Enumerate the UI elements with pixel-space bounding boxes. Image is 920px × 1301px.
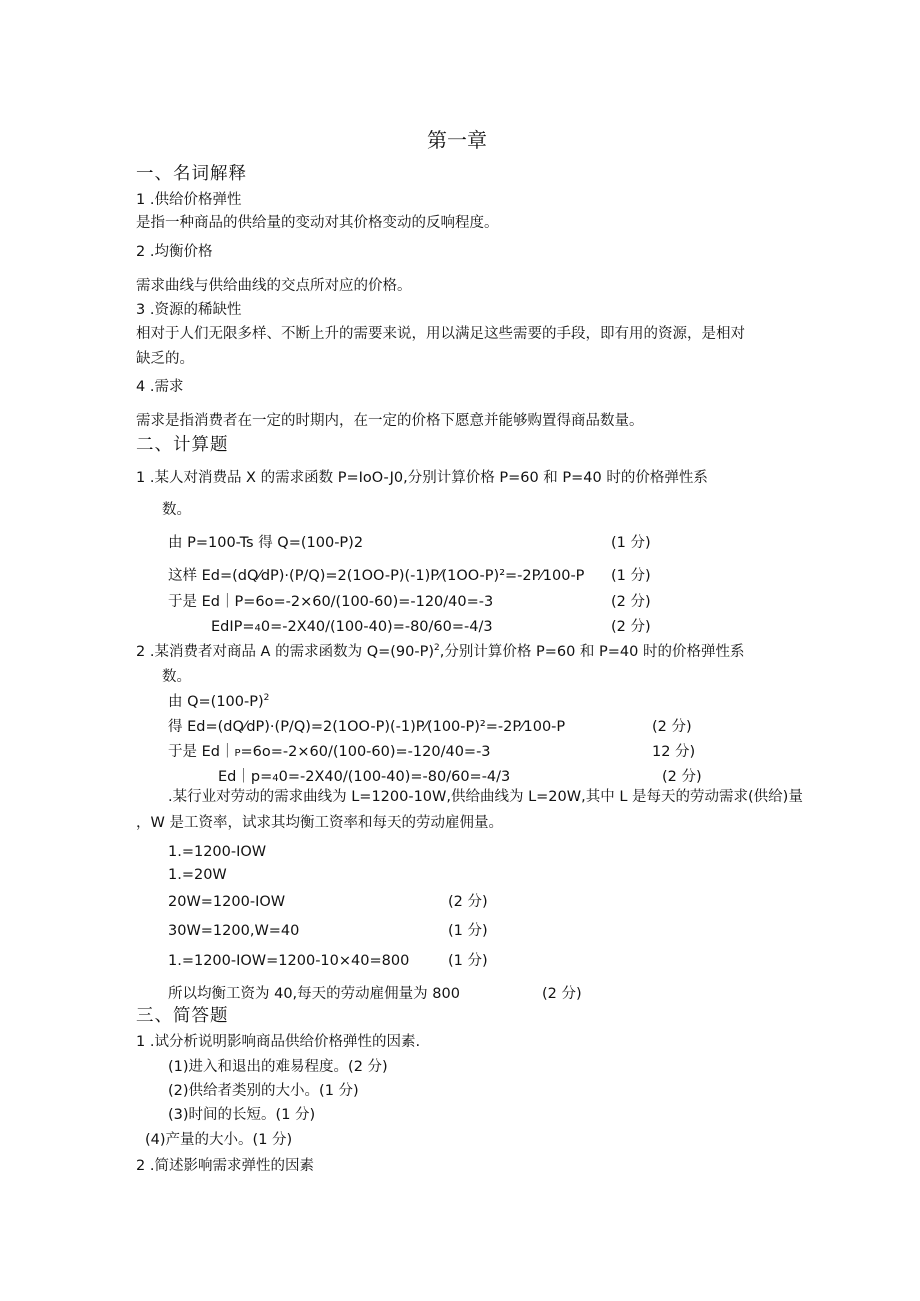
q3-step-3: 20W=1200-IOW [168, 894, 286, 910]
q3-step-1: 1.=1200-IOW [168, 844, 267, 860]
q1-step-1-score: (1 分) [611, 535, 651, 551]
q1-step-3-score: (2 分) [611, 594, 651, 610]
section-heading-calculations: 二、计算题 [136, 435, 229, 455]
q1-step-2: 这样 Ed=(dQ⁄dP)·(P/Q)=2(1OO-P)(-1)P⁄(1OO-P)²=-2P⁄100-P [168, 568, 585, 584]
q1-step-1: 由 P=100-Ts 得 Q=(100-P)2 [168, 535, 364, 551]
definition-3-body-line2: 缺乏的。 [136, 351, 194, 367]
page-title: 第一章 [427, 128, 487, 152]
question-1-line2: 数。 [162, 502, 191, 518]
q2-step-4: Ed｜p=40=-2X40/(100-40)=-80/60=-4/3 [218, 769, 511, 785]
definition-2-title: 2 .均衡价格 [136, 244, 213, 260]
section-heading-definitions: 一、名词解释 [136, 164, 247, 184]
short-question-2: 2 .简述影响需求弹性的因素 [136, 1158, 314, 1174]
question-2-line2: 数。 [162, 669, 191, 685]
q3-conclusion: 所以均衡工资为 40,每天的劳动雇佣量为 800 [168, 986, 460, 1002]
definition-1-body: 是指一种商品的供给量的变动对其价格变动的反响程度。 [136, 215, 499, 231]
question-3-line1: .某行业对劳动的需求曲线为 L=1200-10W,供给曲线为 L=20W,其中 L 是每天的劳动需求(供给)量 [168, 789, 803, 805]
definition-1-title: 1 .供给价格弹性 [136, 192, 242, 208]
definition-3-body-line1: 相对于人们无限多样、不断上升的需要来说，用以满足这些需要的手段，即有用的资源，是相对 [136, 326, 745, 342]
q2-step-4-score: (2 分) [662, 769, 702, 785]
q3-step-4-score: (1 分) [448, 923, 488, 939]
question-3-line2: ，W 是工资率，试求其均衡工资率和每天的劳动雇佣量。 [136, 815, 503, 831]
q1-step-4-score: (2 分) [611, 619, 651, 635]
definition-4-body: 需求是指消费者在一定的时期内，在一定的价格下愿意并能够购置得商品数量。 [136, 413, 644, 429]
q3-step-4: 30W=1200,W=40 [168, 923, 300, 939]
short-answer-1: (1)进入和退出的难易程度。(2 分) [168, 1059, 388, 1075]
q3-step-2: 1.=20W [168, 867, 227, 883]
q3-step-5: 1.=1200-IOW=1200-10×40=800 [168, 953, 410, 969]
q3-step-3-score: (2 分) [448, 894, 488, 910]
question-2-line1: 2 .某消费者对商品 A 的需求函数为 $Q=(90-P)^2$,分别计算价格 P=60 和 P=40 时的价格弹性系 [136, 643, 745, 660]
q1-step-4: EdIP=40=-2X40/(100-40)=-80/60=-4/3 [211, 619, 493, 635]
q3-conclusion-score: (2 分) [542, 986, 582, 1002]
q2-step-3: 于是 Ed｜P=6o=-2×60/(100-60)=-120/40=-3 [168, 744, 491, 760]
q2-step-1: 由 $Q=(100-P)^2$ [168, 693, 270, 710]
short-answer-2: (2)供给者类别的大小。(1 分) [168, 1083, 359, 1099]
q1-step-2-score: (1 分) [611, 568, 651, 584]
short-question-1: 1 .试分析说明影响商品供给价格弹性的因素. [136, 1034, 421, 1050]
q1-step-3: 于是 Ed｜P=6o=-2×60/(100-60)=-120/40=-3 [168, 594, 494, 610]
definition-4-title: 4 .需求 [136, 379, 184, 395]
question-1-line1: 1 .某人对消费品 X 的需求函数 P=IoO-J0,分别计算价格 P=60 和 P=40 时的价格弹性系 [136, 470, 708, 486]
definition-3-title: 3 .资源的稀缺性 [136, 302, 242, 318]
short-answer-4: (4)产量的大小。(1 分) [145, 1132, 293, 1148]
section-heading-short-answers: 三、简答题 [136, 1006, 229, 1026]
definition-2-body: 需求曲线与供给曲线的交点所对应的价格。 [136, 278, 412, 294]
q2-step-2: 得 Ed=(dQ⁄dP)·(P/Q)=2(1OO-P)(-1)P⁄(100-P)²=-2P⁄100-P [168, 719, 566, 735]
short-answer-3: (3)时间的长短。(1 分) [168, 1107, 316, 1123]
q2-step-2-score: (2 分) [652, 719, 692, 735]
q2-step-3-score: 12 分) [652, 744, 696, 760]
q3-step-5-score: (1 分) [448, 953, 488, 969]
